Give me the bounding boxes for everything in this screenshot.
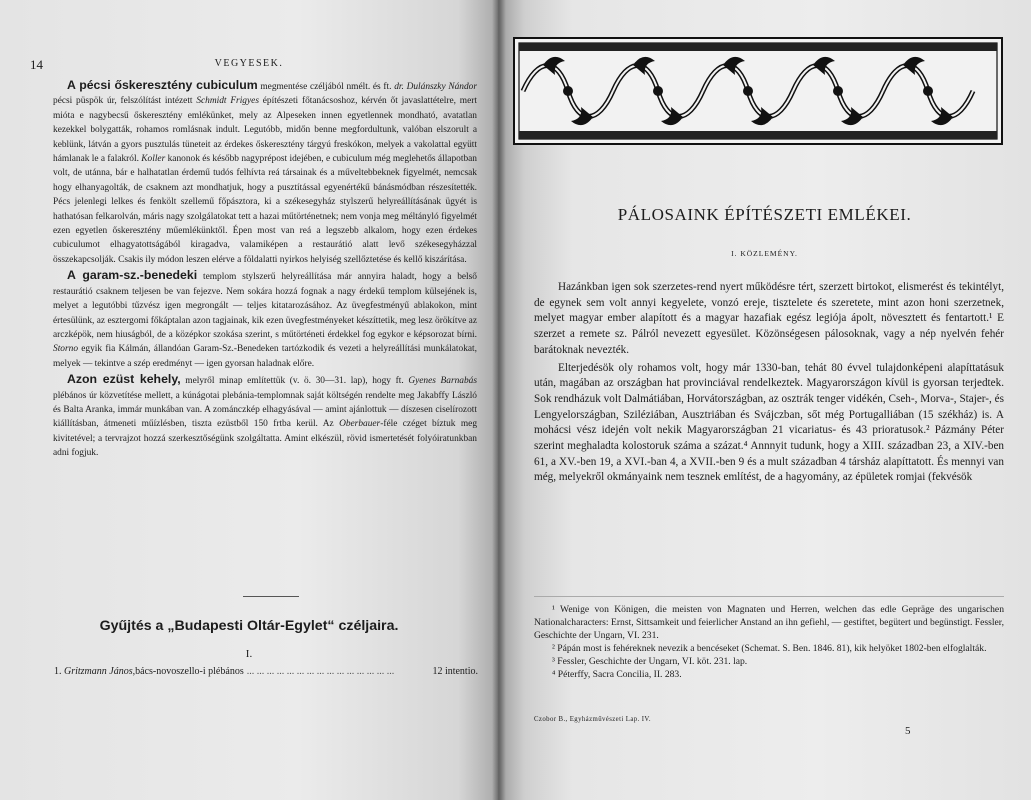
news-paragraph xyxy=(53,78,477,267)
printer-signature: Czobor B., Egyházművészeti Lap. IV. xyxy=(534,716,651,723)
footnote: ² Pápán most is fehéreknek nevezik a bencéseket (Schemat. S. Ben. 1846. 81), kik helyöket 1802-ben elfoglalták. xyxy=(552,643,987,654)
italic-run: Schmidt Frigyes xyxy=(196,96,259,107)
article-body xyxy=(534,280,1004,488)
italic-run: dr. Dulánszky Nándor xyxy=(394,82,477,92)
text-run: építészeti főtanácsoshoz, kérvén őt javaslattételre, mert mióta e nagybecsű őskeresztény emlékünket, mely az Alpeseken innen egyetlennek mondható, avatatlan kezekkel bolygatták, rohamos romlásnak indult. Legutóbb, midőn benne megfordultunk, valóban elszorult a keblünk, látván a gyors pusztulás tüneteit az érdekes őskeresztény tárgyú freskókon, melyek a vakolattal együtt hámlanak le a falakról. xyxy=(53,96,477,165)
footnote: ³ Fessler, Geschichte der Ungarn, VI. köt. 231. lap. xyxy=(552,656,748,667)
article-title: PÁLOSAINK ÉPÍTÉSZETI EMLÉKEI. xyxy=(617,205,912,224)
collection-title: Gyűjtés a „Budapesti Oltár-Egylet“ czéljaira. xyxy=(99,618,399,634)
footnotes xyxy=(534,603,1004,681)
ornamental-header-band xyxy=(513,37,1003,145)
news-lead: A pécsi őskeresztény cubiculum xyxy=(67,78,258,92)
text-run: pécsi püspök úr, felszólítást intézett xyxy=(53,96,197,107)
italic-run: Storno xyxy=(53,344,79,355)
collection-entry xyxy=(54,666,478,677)
italic-run: Koller xyxy=(141,154,166,165)
text-run: plébános úr közvetítése mellett, a kúnágotai plebánia-templomnak saját költségén rendelte meg Jakabffy László és Balta Aranka, immár munkában van. A zománczkép elhagyásával — amint ajánlottuk — díszesen ciselírozott kiállításban, átmeneti műízlésben, tiszta ezüstből 150 frtba kerül. Az xyxy=(53,390,477,430)
italic-run: Gyenes Barnabás xyxy=(408,376,477,387)
article-subtitle: I. KÖZLEMÉNY. xyxy=(731,249,798,258)
news-paragraph xyxy=(53,372,477,460)
leader-dots xyxy=(244,666,433,677)
section-divider xyxy=(243,596,299,597)
footnote: ⁴ Péterffy, Sacra Concilia, II. 283. xyxy=(552,669,682,680)
entry-name: Gritzmann János, xyxy=(64,666,136,677)
entry-number: 1. xyxy=(54,666,62,677)
text-run: egyik fia Kálmán, állandóan Garam-Sz.-Benedeken tartózkodik és vezeti a helyreállítási munkálatokat, melyek — tekintve a szép eredményt — igen gyorsan haladnak előre. xyxy=(53,344,477,369)
page-number-right: 5 xyxy=(905,725,911,737)
text-run: kanonok és később nagyprépost idejében, e cubiculum még meglehetős állapotban volt, de utánna, bár e halhatatlan érdemű tudós felhívta reá társainak és a műveltebbeknek figyelmét, nemcsak hogy elhanyagolták, de csaknem azt mondhatjuk, hogy a pusztítással egyenértékű bánásmódban részesítették. Pécs jelenlegi lelkes és fenkölt szellemű főpásztora, ki a székesegyház stylszerű helyreállításának ügyét is hathatósan felkarolván, máris nagy szolgálatokat tett a hazai műtörténetnek; nem vonja meg méltányló figyelmét ezen egyetlen őskeresztény műemlékünktől. Épen most van reá a legszebb alkalom, hogy ezen érdekes cubiculumot elhagyatottságából kiragadva, valamiképen a restaurátió alatt levő székesegyházzal összekapcsolják. Csakis ily módon leszen elérve a földalatti nyirkos helyiség szellőztetése és kellő kiszárítása. xyxy=(53,154,477,265)
page-number-left: 14 xyxy=(30,57,43,72)
text-run: melyről minap említettük (v. ö. 30—31. lap), hogy ft. xyxy=(180,376,409,387)
book-gutter xyxy=(492,0,506,800)
news-lead: Azon ezüst kehely, xyxy=(67,372,181,387)
news-articles xyxy=(53,78,477,462)
body-paragraph: Hazánkban igen sok szerzetes-rend nyert működésre tért, szerzett birtokot, elismerést és tekintélyt, de egynek sem volt annyi kegyelete, vonzó ereje, tisztelete és szeretete, mint azon honi szerzetnek, melyet magyar ember alapított és a magyar hazafiak egész legiója ápolt, növesztett és fentartott.¹ E szerzet a remete sz. Pálról nevezett egyesület. Közönségesen pálosoknak, vagy a nép nyelvén fehér barátoknak nevezték. xyxy=(534,281,1004,356)
body-paragraph: Elterjedésök oly rohamos volt, hogy már 1330-ban, tehát 80 évvel tulajdonképeni alapíttatásuk után, magában az országban hat provinciával rendelkeztek. Magyarországon kívül is gyorsan terjedtek. Sok rendházuk volt Dalmátiában, Horvátországban, az osztrák tenger vidékén, Cseh-, Morva-, Stajer-, és Lengyelországban, Sziléziában, Ausztriában és Svájczban, sőt még Portugalliában (15 székház) is. A mohácsi vész idején volt nekik Magyarországban 21 vicariatus- és 43 prioratusok.² Pázmány Péter szerint meghaladta kolostoruk száma a százat.⁴ Annnyit tudunk, hogy a XIII. században 23, a XIV.-ben 61, a XV.-ben 19, a XVI.-ban 4, a XVII.-ben 9 és a mult században 4 társház alapíttatott. És mennyi van még, melyekről okmányaink nem tesznek említést, de a hagyomány, az épületek romjai (fekvésök xyxy=(534,361,1004,484)
text-run: megmentése czéljából nmélt. és ft. xyxy=(257,82,395,92)
entry-place: bács-novoszello-i plébános xyxy=(135,666,244,677)
news-lead: A garam-sz.-benedeki xyxy=(67,268,198,283)
entry-amount: 12 intentio. xyxy=(432,666,478,677)
footnote: ¹ Wenige von Königen, die meisten von Magnaten und Herren, welchen das edle Gepräge des ungarischen Nationalcharacters: Ernst, Sittsamkeit und feierlicher Anstand an ihn gefiehl, — gestiftet, begütert und begünstigt. Fessler, Geschichte der Ungarn, VI. 231. xyxy=(534,604,1004,641)
collection-section-number: I. xyxy=(245,648,253,660)
italic-run: Oberbauer xyxy=(339,419,381,430)
text-run: templom stylszerű helyreállítása már annyira haladt, hogy a belső restaurátió csaknem teljesen be van fejezve. Nem sokára hozzá fognak a nagy érdekű templom külsejének is, melyet a legutóbbi tűzvész igen megrongált — teljes kitatarozásához. Az üvegfestményű ablakokon, mint értesülünk, az esztergomi főkáptalan azon tagjainak, kik ezen üvegfestményeket készíttetik, meg lesz örökítve az arczképök, nem hiuságból, de a középkor szokása szerint, s műtörténeti érdekkel fog egykor e képsorozat bírni. xyxy=(53,272,477,340)
text-run: -féle czéget bíztuk meg kivitetével; a tervrajzot hozzá szerkesztőségünk szolgáltatta. Amint elkészül, rövid ismertetését folyóiratunkban adni fogjuk. xyxy=(53,419,478,459)
running-head: VEGYESEK. xyxy=(214,58,284,69)
news-paragraph xyxy=(53,268,477,371)
footnote-divider xyxy=(534,596,1004,597)
